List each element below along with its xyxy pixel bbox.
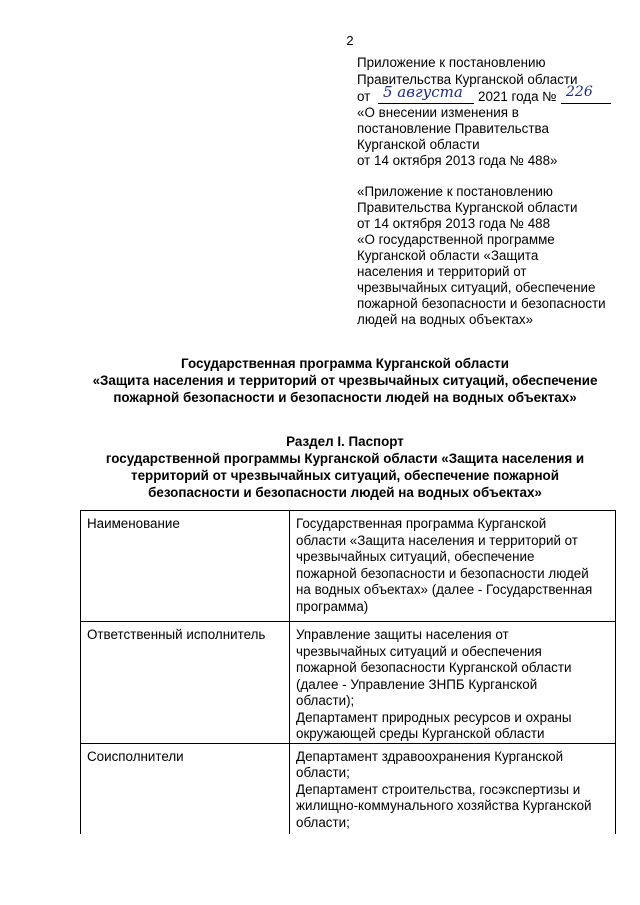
row-value-line: Департамент здравоохранения Курганской [296,748,564,764]
row-value-line: области; [296,814,350,830]
row-value [290,622,616,744]
appendix-header-line: от 14 октября 2013 года № 488» [357,153,558,168]
appendix-quote-line: Правительства Курганской области [357,200,578,215]
section-title-line: безопасности и безопасности людей на водных объектах» [148,485,542,500]
appendix-quote-line: от 14 октября 2013 года № 488 [357,216,551,231]
program-title [80,355,610,406]
row-value-line: на водных объектах» (далее - Государственная [296,582,593,597]
row-label: Ответственный исполнитель [81,622,290,744]
appendix-quote-line: людей на водных объектах» [357,312,534,327]
date-underline [378,103,474,104]
program-title-line: «Защита населения и территорий от чрезвычайных ситуаций, обеспечение [92,373,598,388]
row-label: Наименование [81,511,290,622]
program-title-line: Государственная программа Курганской области [181,356,509,371]
number-underline [561,103,611,104]
section-title [80,433,610,501]
appendix-quote-line: населения и территорий от [357,264,527,279]
appendix-header-line: Правительства Курганской области [357,72,578,87]
handwritten-number: 226 [566,84,593,100]
row-value-line: окружающей среды Курганской области [296,726,545,741]
row-value-line: (далее - Управление ЗНПБ Курганской [296,676,538,692]
appendix-header-line: Курганской области [357,137,480,152]
row-value-line: Управление защиты населения от [296,627,509,642]
appendix-quote-line: пожарной безопасности и безопасности [357,296,606,311]
row-value [290,511,616,622]
row-value-line: пожарной безопасности и безопасности людей [296,565,589,581]
passport-table [80,510,616,834]
row-value-line: области; [296,765,350,780]
row-value-line: Государственная программа Курганской [296,516,547,531]
appendix-quote-line: «О государственной программе [357,232,555,247]
page-number: 2 [346,33,354,48]
row-value-line: чрезвычайных ситуаций, обеспечение [296,549,535,564]
table-row [81,622,616,744]
table-row [81,743,616,834]
section-title-line: Раздел I. Паспорт [286,434,404,449]
section-title-line: государственной программы Курганской области «Защита населения и [105,451,585,466]
date-prefix: от [357,89,371,104]
row-value-line: пожарной безопасности Курганской области [296,660,572,675]
appendix-quote-line: чрезвычайных ситуаций, обеспечение [357,280,596,295]
section-title-line: территорий от чрезвычайных ситуаций, обеспечение пожарной [131,468,559,483]
row-value-line: области); [296,693,355,708]
year-text: 2021 года № [478,89,557,104]
appendix-header-line: постановление Правительства [357,121,549,136]
row-value-line: Департамент строительства, госэкспертизы и [296,781,581,797]
row-value-line: Департамент природных ресурсов и охраны [296,709,572,725]
row-label: Соисполнители [81,743,290,834]
row-value [290,743,616,834]
row-value-line: чрезвычайных ситуаций и обеспечения [296,643,542,659]
program-title-line: пожарной безопасности и безопасности людей на водных объектах» [113,390,577,405]
appendix-quote-line: «Приложение к постановлению [357,184,553,199]
row-value-line: жилищно-коммунального хозяйства Курганской [296,798,592,813]
appendix-quote-line: Курганской области «Защита [357,248,539,263]
handwritten-date: 5 августа [383,83,463,101]
appendix-header-line: Приложение к постановлению [357,55,546,70]
row-value-line: области «Защита населения и территорий от [296,532,578,548]
row-value-line: программа) [296,598,369,614]
appendix-header-line: «О внесении изменения в [357,105,519,120]
table-row [81,511,616,622]
